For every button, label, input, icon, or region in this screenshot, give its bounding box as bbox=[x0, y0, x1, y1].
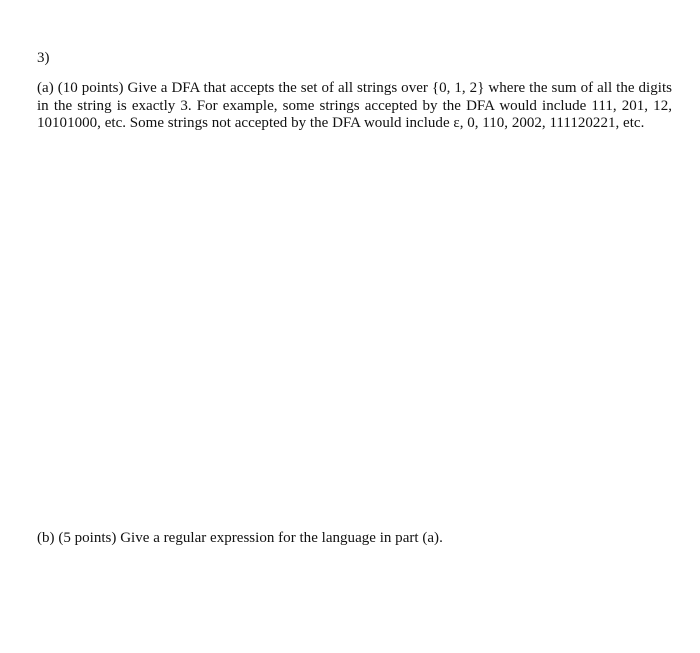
part-b-text: (b) (5 points) Give a regular expression for the language in part (a). bbox=[37, 530, 443, 546]
question-number: 3) bbox=[37, 50, 50, 66]
part-a-text: (a) (10 points) Give a DFA that accepts the set of all strings over {0, 1, 2} where the sum of all the digits in the string is exactly 3. For example, some strings accepted by the DFA would include 111, 201, 12, 10101000, etc. Some strings not accepted by the DFA would include ε, 0, 110, 2002, 111120221, etc. bbox=[37, 80, 672, 131]
